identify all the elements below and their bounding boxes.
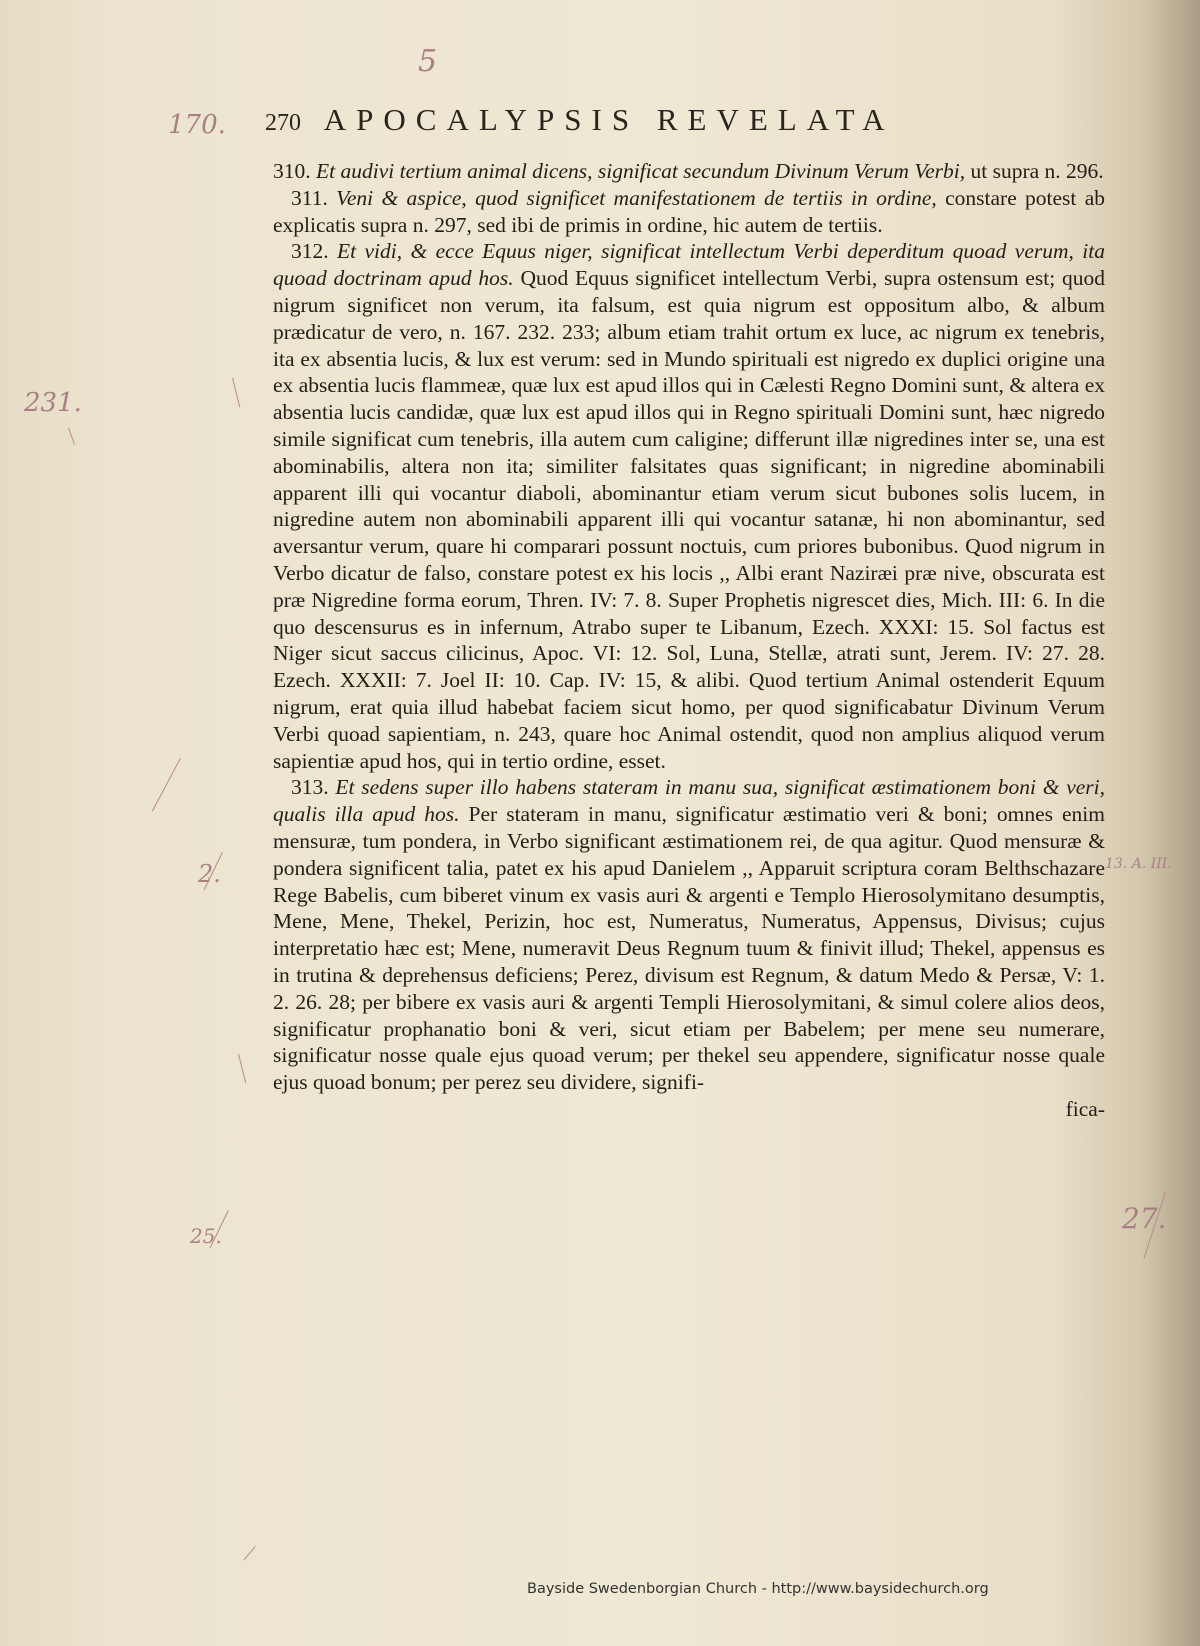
margin-note-left-2: 231. — [24, 388, 82, 418]
margin-stroke — [243, 1546, 255, 1560]
paragraph-number: 313. — [291, 775, 329, 800]
margin-stroke — [238, 1054, 246, 1083]
paragraph-number: 311. — [291, 185, 328, 210]
paragraph-312 — [273, 238, 1105, 774]
paragraph-text: Per stateram in manu, significatur æstimatio veri & boni; omnes enim mensuræ, tum pondera, in Verbo significant æstimationem rei, de qua agitur. Quod mensuræ & pondera significent talia, patet ex his apud Danielem ,, Apparuit scriptura coram Belthschazare Rege Babelis, cum biberet vinum ex vasis auri & argenti e Templo Hierosolymitano desumptis, Mene, Mene, Thekel, Perizin, hoc est, Numeratus, Numeratus, Appensus, Divisus; cujus interpretatio hæc est; Mene, numeravit Deus Regnum tuum & finivit illud; Thekel, appensus es in trutina & deprehensus deficiens; Perez, divisum est Regnum, & datum Medo & Persæ, V: 1. 2. 26. 28; per bibere ex vasis auri & argenti Templi Hierosolymitani, & simul colere alios deos, significatur prophanatio boni & veri, sicut etiam per Babelem; per mene seu numerare, significatur nosse quale ejus quoad verum; per thekel seu appendere, significatur nosse quale ejus quoad bonum; per perez seu dividere, signifi- — [273, 802, 1105, 1095]
lemma: Et audivi tertium animal dicens, significat secundum Divinum Verum Verbi, — [316, 159, 966, 183]
margin-note-top: 5 — [418, 44, 438, 79]
paragraph-text: ut supra n. 296. — [970, 159, 1104, 183]
margin-note-right-2: 27. — [1122, 1202, 1167, 1235]
margin-stroke — [232, 378, 240, 407]
page-title: APOCALYPSIS REVELATA — [323, 102, 895, 137]
lemma: Et sedens super illo habens stateram in manu sua, significat æstimationem boni & veri, qualis illa apud hos. — [273, 775, 1106, 827]
lemma: Veni & aspice, quod significet manifestationem de tertiis in ordine, — [336, 185, 937, 210]
paragraph-text: constare potest ab explicatis supra n. 297, sed ibi de primis in ordine, hic autem de tertiis. — [273, 185, 1106, 237]
paragraph-text: Quod Equus significet intellectum Verbi, supra ostensum est; quod nigrum significet non verum, ita falsum, est quia nigrum est oppositum albo, & album prædicatur de vero, n. 167. 232. 233; album etiam trahit ortum ex luce, ac nigrum ex tenebris, ita ex absentia lucis, & lux est verum: sed in Mundo spirituali est nigredo ex duplici origine una ex absentia lucis flammeæ, quæ lux est apud illos qui in Cælesti Regno Domini sunt, & altera ex absentia lucis candidæ, quæ lux est apud illos qui in Regno spirituali Domini sunt, hæc nigredo simile significat cum tenebris, illa autem cum caligine; differunt illæ nigredines inter se, una est abominabilis, altera non ita; similiter falsitates quas significant; in nigredine abominabili apparent illi qui vocantur diaboli, abominantur etiam verum sicut bubones solis lucem, in nigredine autem non abominabili apparent illi qui vocantur satanæ, hi non abominantur, sed aversantur verum, quare hi comparari possunt noctuis, cum priores bubonibus. Quod nigrum in Verbo dicatur de falso, constare potest ex his locis ,, Albi erant Naziræi præ nive, obscurata est præ Nigredine forma eorum, Thren. IV: 7. 8. Super Prophetis nigrescet dies, Mich. III: 6. In die quo descensurus es in infernum, Atrabo super te Libanum, Ezech. XXXI: 15. Sol factus est Niger sicut saccus cilicinus, Apoc. VI: 12. Sol, Luna, Stellæ, atrati sunt, Jerem. IV: 27. 28. Ezech. XXXII: 7. Joel II: 10. Cap. IV: 15, & alibi. Quod tertium Animal ostenderit Equum nigrum, erat quia illud habebat faciem sicut homo, per quod significabatur Divinum Verum Verbi quoad sapientiam, n. 243, quare hoc Animal ostendit, quod non amplius aliquod verum sapientiæ apud hos, qui in tertio ordine, esset. — [273, 266, 1105, 773]
paragraph-310 — [273, 158, 1105, 185]
margin-stroke — [152, 758, 181, 811]
running-header — [265, 102, 1055, 138]
margin-note-left-3: 2. — [198, 860, 221, 888]
margin-note-left-4: 25. — [190, 1224, 222, 1248]
text-body — [273, 158, 1105, 1123]
margin-note-right-1: 13. A. III. — [1105, 856, 1172, 872]
margin-note-left-1: 170. — [168, 110, 226, 140]
paragraph-number: 310. — [273, 159, 311, 183]
paragraph-311 — [273, 185, 1105, 239]
paragraph-number: 312. — [291, 239, 329, 264]
margin-stroke — [68, 428, 75, 445]
page-number: 270 — [265, 110, 301, 136]
lemma: Et vidi, & ecce Equus niger, significat intellectum Verbi deperditum quoad verum, ita quoad doctrinam apud hos. — [273, 239, 1105, 291]
footer-credit: Bayside Swedenborgian Church - http://www.baysidechurch.org — [527, 1581, 989, 1597]
paragraph-313 — [273, 774, 1105, 1096]
catchword: fica- — [1065, 1096, 1105, 1121]
